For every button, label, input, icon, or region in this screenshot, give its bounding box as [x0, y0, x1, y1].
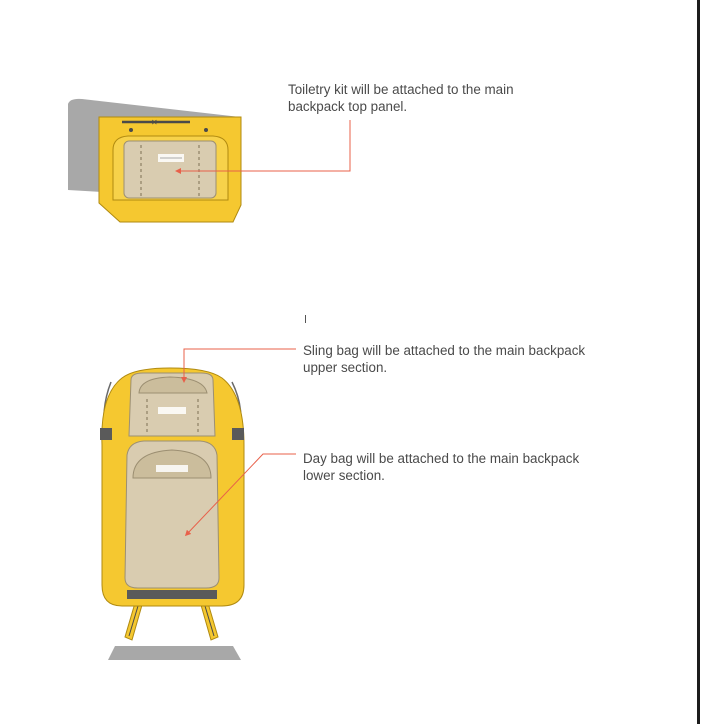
front-left-side-strap [100, 428, 112, 440]
toiletry-kit-panel [124, 141, 216, 198]
day-bag-caption-line1: Day bag will be attached to the main backpack [303, 451, 580, 466]
backpack-front-view [100, 368, 244, 660]
top-panel-rivet-right [204, 128, 208, 132]
sling-bag-caption-line1: Sling bag will be attached to the main backpack [303, 343, 586, 358]
day-bag-caption-line2: lower section. [303, 468, 385, 483]
sling-bag-caption-line2: upper section. [303, 360, 388, 375]
day-bag-label-patch [156, 465, 188, 472]
sling-bag-label-patch [158, 407, 186, 414]
front-view-ground-shadow [108, 646, 241, 660]
toiletry-kit-caption-line2: backpack top panel. [288, 99, 408, 114]
toiletry-kit-caption-line1: Toiletry kit will be attached to the main [288, 82, 514, 97]
top-panel-rivet-left [129, 128, 133, 132]
front-bottom-strap [127, 590, 217, 599]
toiletry-kit-caption [288, 81, 514, 115]
day-bag-caption [303, 450, 579, 484]
separator-tick [305, 315, 306, 323]
backpack-top-view [68, 99, 241, 222]
top-panel-buckle-icon: ✕ [151, 118, 158, 127]
front-right-side-strap [232, 428, 244, 440]
sling-bag-caption [303, 342, 585, 376]
